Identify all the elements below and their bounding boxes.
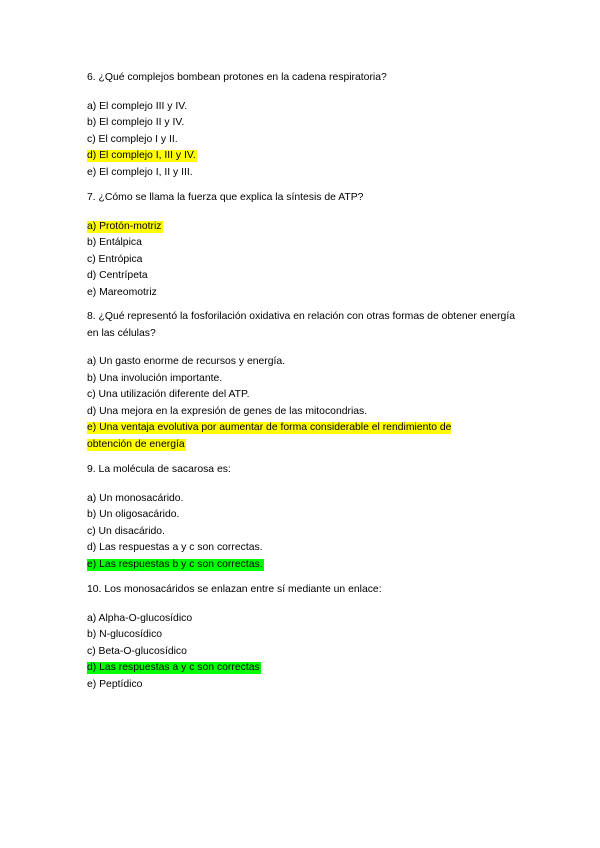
answer-option-c: c) Una utilización diferente del ATP. xyxy=(87,389,250,400)
answer-option-c: c) Un disacárido. xyxy=(87,525,165,537)
answer-option-e-highlighted: e) Las respuestas b y c son correctas. xyxy=(87,558,263,570)
question-7 xyxy=(87,190,517,301)
question-9 xyxy=(87,462,517,573)
answer-option-a: a) Alpha-O-glucosídico xyxy=(87,612,193,624)
answer-option-c: c) Entrópica xyxy=(87,253,143,265)
question-title: 10. Los monosacáridos se enlazan entre sí mediante un enlace: xyxy=(87,584,382,595)
question-10 xyxy=(87,582,517,693)
answer-option-b: b) El complejo II y IV. xyxy=(87,117,185,128)
answer-option-e: e) El complejo I, II y III. xyxy=(87,166,193,178)
answer-option-d: d) Centrípeta xyxy=(87,270,148,281)
answer-option-b: b) N-glucosídico xyxy=(87,629,163,640)
answer-option-a: a) Un monosacárido. xyxy=(87,492,184,504)
answer-option-a: a) El complejo III y IV. xyxy=(87,100,188,112)
answer-option-e: e) Peptídico xyxy=(87,678,143,690)
answer-option-e: e) Mareomotriz xyxy=(87,286,157,298)
question-6 xyxy=(87,70,517,181)
answer-option-c: c) Beta-O-glucosídico xyxy=(87,645,187,657)
answer-option-c: c) El complejo I y II. xyxy=(87,133,178,145)
answer-option-a-highlighted: a) Protón-motriz xyxy=(87,220,162,232)
answer-option-a: a) Un gasto enorme de recursos y energía. xyxy=(87,356,286,367)
answer-option-b: b) Una involución importante. xyxy=(87,372,223,384)
answer-option-d-highlighted: d) Las respuestas a y c son correctas xyxy=(87,662,260,673)
answer-option-d: d) Una mejora en la expresión de genes de las mitocondrias. xyxy=(87,405,368,417)
answer-option-b: b) Entálpica xyxy=(87,237,142,248)
answer-option-d-highlighted: d) El complejo I, III y IV. xyxy=(87,150,196,161)
answer-option-e-highlighted: e) Una ventaja evolutiva por aumentar de forma considerable el rendimiento de obtención de energía xyxy=(87,422,452,450)
question-title: 9. La molécula de sacarosa es: xyxy=(87,464,231,475)
answer-option-d: d) Las respuestas a y c son correctas. xyxy=(87,542,263,553)
answer-option-b: b) Un oligosacárido. xyxy=(87,509,180,520)
question-8 xyxy=(87,309,517,453)
question-title: 7. ¿Cómo se llama la fuerza que explica la síntesis de ATP? xyxy=(87,192,364,203)
question-title: 8. ¿Qué representó la fosforilación oxidativa en relación con otras formas de obtener energía en las células? xyxy=(87,311,515,339)
question-title: 6. ¿Qué complejos bombean protones en la cadena respiratoria? xyxy=(87,72,387,83)
